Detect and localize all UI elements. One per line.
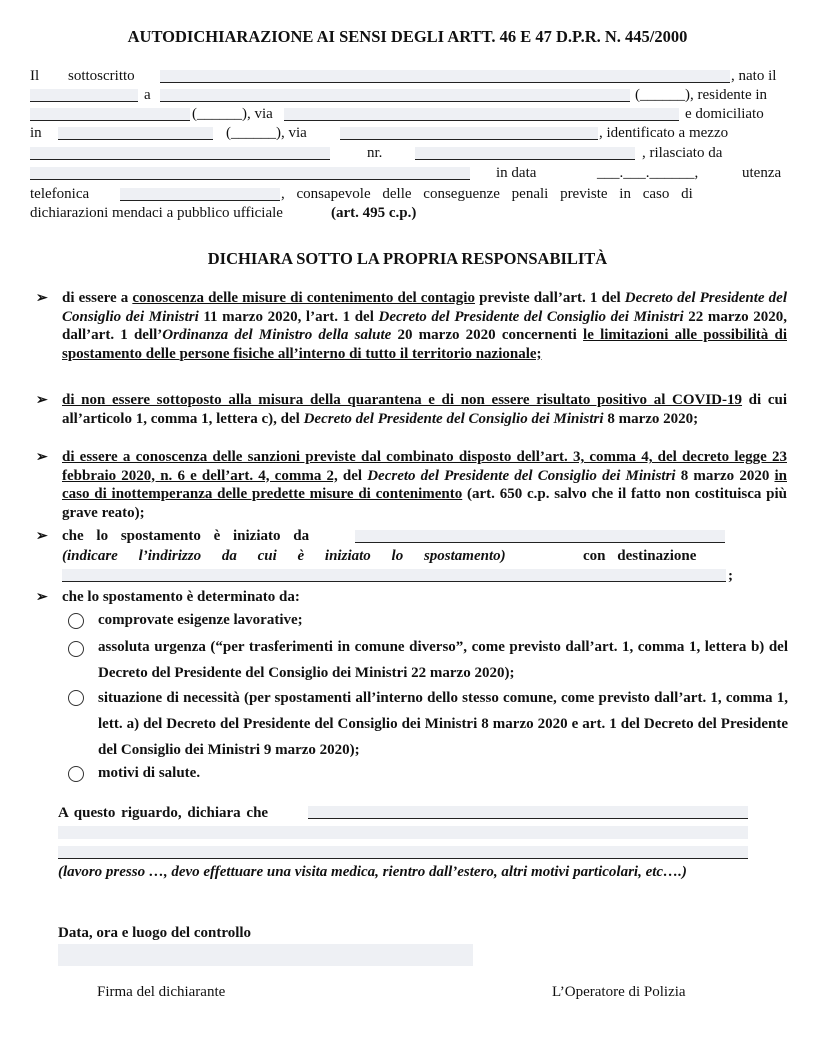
option-necessity: situazione di necessità (per spostamenti all’interno dello stesso comune, come previsto dall’art. 1, comma 1, lett. a) del Decreto del Presidente del Consiglio dei Ministri 8 marzo 2020 e art. 1 del Decreto del Presidente del Consiglio dei Ministri 9 marzo 2020); (98, 690, 788, 758)
form-title: AUTODICHIARAZIONE AI SENSI DEGLI ARTT. 46 E 47 D.P.R. N. 445/2000 (127, 27, 688, 46)
section-subtitle: DICHIARA SOTTO LA PROPRIA RESPONSABILITÀ (207, 249, 608, 268)
intro-sottoscritto: sottoscritto (68, 68, 135, 84)
intro-art495: (art. 495 c.p.) (331, 205, 417, 221)
intro-mendaci: dichiarazioni mendaci a pubblico ufficiale (30, 205, 283, 221)
intro-consapevole: , consapevole delle conseguenze penali previste in caso di (281, 186, 693, 202)
intro-domiciliato: e domiciliato (685, 106, 764, 122)
intro-prov-residente: (______), residente in (635, 87, 768, 103)
intro-in: in (30, 125, 42, 141)
document-type-field[interactable] (30, 147, 330, 160)
arrow-icon: ➢ (36, 291, 48, 306)
option-work: comprovate esigenze lavorative; (98, 612, 303, 628)
intro-prov-via: (______), via (192, 106, 273, 122)
intro-nr: nr. (367, 145, 383, 161)
bullet-sanctions: di essere a conoscenza delle sanzioni previste dal combinato disposto dell’art. 3, comma 4, del decreto legge 23 febbraio 2020, n. 6 e dell’art. 4, comma 2, del Decreto del Presidente del Consiglio dei Ministri 8 marzo 2020 in caso di inottemperanza delle predette misure di contenimento (art. 650 c.p. salvo che il fatto non costituisca più grave reato); (62, 449, 787, 521)
start-address-hint: (indicare l’indirizzo da cui è iniziato lo spostamento) (62, 548, 506, 564)
domicile-street-field[interactable] (340, 127, 598, 140)
arrow-icon: ➢ (36, 393, 48, 408)
option-urgency: assoluta urgenza (“per trasferimenti in comune diverso”, come previsto dall’art. 1, comma 1, lettera b) del Decreto del Presidente del Consiglio dei Ministri 22 marzo 2020); (98, 639, 788, 681)
control-field[interactable] (58, 944, 473, 966)
radio-necessity[interactable] (68, 690, 84, 706)
issued-by-field[interactable] (30, 167, 470, 180)
regard-hint: (lavoro presso …, devo effettuare una visita medica, rientro dall’estero, altri motivi particolari, etc….) (58, 864, 687, 880)
intro-telefonica: telefonica (30, 186, 90, 202)
domicile-city-field[interactable] (58, 127, 213, 140)
radio-work[interactable] (68, 613, 84, 629)
arrow-icon: ➢ (36, 590, 48, 605)
residence-street-field[interactable] (284, 108, 679, 121)
radio-urgency[interactable] (68, 641, 84, 657)
start-address-field[interactable] (355, 530, 725, 543)
intro-nato-il: , nato il (731, 68, 777, 84)
intro-utenza: utenza (742, 165, 782, 181)
destination-end: ; (728, 568, 733, 584)
destination-field[interactable] (62, 569, 726, 582)
phone-field[interactable] (120, 188, 280, 201)
intro-a: a (144, 87, 151, 103)
intro-il: Il (30, 68, 40, 84)
signature-officer: L’Operatore di Polizia (552, 984, 686, 1000)
residence-city-field[interactable] (30, 108, 190, 121)
regard-field-2[interactable] (58, 826, 748, 839)
destination-label: con destinazione (583, 548, 697, 564)
regard-field-1[interactable] (308, 806, 748, 819)
intro-prov-via2: (______), via (226, 125, 307, 141)
birth-place-field[interactable] (160, 89, 630, 102)
intro-rilasciato: , rilasciato da (642, 145, 723, 161)
birth-date-field[interactable] (30, 89, 138, 102)
intro-identificato: , identificato a mezzo (599, 125, 729, 141)
regard-label: A questo riguardo, dichiara che (58, 805, 269, 821)
issue-date-field[interactable]: ___.___.______, (597, 165, 699, 181)
radio-health[interactable] (68, 766, 84, 782)
intro-in-data: in data (496, 165, 537, 181)
regard-field-3[interactable] (58, 846, 748, 859)
name-field[interactable] (160, 70, 730, 83)
bullet-quarantine: di non essere sottoposto alla misura della quarantena e di non essere risultato positivo al COVID-19 di cui all’articolo 1, comma 1, lettera c), del Decreto del Presidente del Consiglio dei Ministri 8 marzo 2020; (62, 392, 787, 427)
control-label: Data, ora e luogo del controllo (58, 925, 252, 941)
arrow-icon: ➢ (36, 450, 48, 465)
document-number-field[interactable] (415, 147, 635, 160)
signature-declarant: Firma del dichiarante (97, 984, 226, 1000)
bullet-start-label: che lo spostamento è iniziato da (62, 528, 310, 544)
option-health: motivi di salute. (98, 765, 201, 781)
bullet-reason-label: che lo spostamento è determinato da: (62, 589, 300, 605)
bullet-awareness: di essere a conoscenza delle misure di contenimento del contagio previste dall’art. 1 del Decreto del Presidente del Consiglio dei Ministri 11 marzo 2020, l’art. 1 del Decreto del Presidente del Consiglio dei Ministri 22 marzo 2020, dall’art. 1 dell’Ordinanza del Ministro della salute 20 marzo 2020 concernenti le limitazioni alle possibilità di spostamento delle persone fisiche all’interno di tutto il territorio nazionale; (62, 290, 788, 362)
arrow-icon: ➢ (36, 529, 48, 544)
